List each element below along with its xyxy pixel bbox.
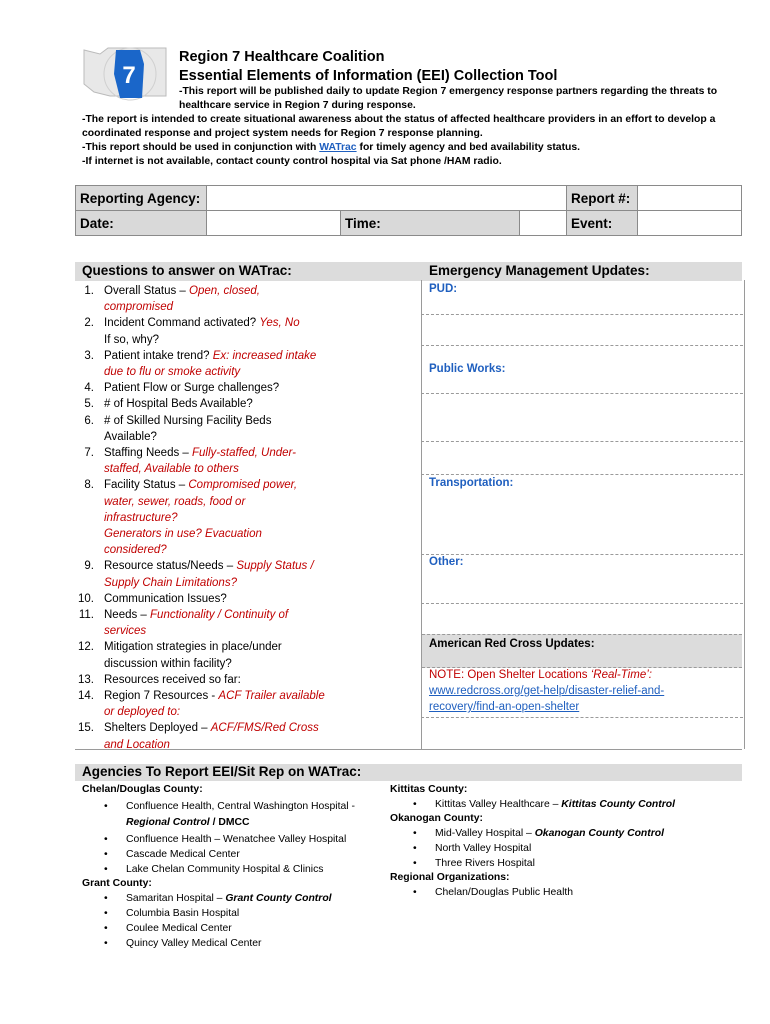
em-row-divider	[421, 603, 743, 604]
question-text	[104, 623, 324, 639]
question-text	[104, 607, 324, 623]
question-options: Open, closed,	[189, 285, 260, 297]
question-line	[0, 364, 420, 380]
question-options: ACF Trailer available	[218, 690, 325, 702]
question-text	[104, 332, 324, 348]
logo-ring-text	[0, 0, 1, 1]
question-line	[0, 737, 420, 753]
date-label: Date:	[76, 211, 207, 236]
question-line	[0, 348, 420, 364]
question-options: considered?	[104, 544, 167, 557]
question-line	[0, 542, 420, 558]
question-line	[0, 720, 420, 736]
agency-name: Confluence Health, Central Washington Hospital -	[126, 801, 355, 812]
question-number: 14.	[78, 690, 94, 702]
question-text	[104, 396, 324, 412]
question-number: 9.	[84, 560, 94, 573]
question-line	[0, 672, 420, 688]
question-options: infrastructure?	[104, 511, 178, 524]
question-line	[0, 558, 420, 574]
question-line	[0, 704, 420, 720]
shelter-note-realtime: ‘Real-Time’:	[590, 669, 652, 681]
agency-list-item	[126, 891, 332, 906]
reporting-agency-field[interactable]	[207, 186, 567, 211]
question-text	[104, 591, 324, 607]
question-options: staffed, Available to others	[104, 463, 239, 476]
em-row-divider	[421, 441, 743, 442]
question-prompt: Needs –	[104, 609, 151, 621]
question-text	[104, 494, 324, 510]
question-text	[104, 429, 324, 445]
question-text	[104, 737, 324, 753]
red-cross-link-1[interactable]: www.redcross.org/get-help/disaster-relief-and-	[429, 685, 665, 697]
intro-line-2: healthcare service in Region 7 during response.	[179, 100, 416, 111]
question-prompt: # of Skilled Nursing Facility Beds	[104, 414, 272, 427]
question-text	[104, 348, 324, 364]
em-row-divider	[421, 345, 743, 346]
okanogan-county-label: Okanogan County:	[390, 813, 483, 824]
question-line	[0, 623, 420, 639]
question-line	[0, 591, 420, 607]
intro-line-6: -If internet is not available, contact county control hospital via Sat phone /HAM radio.	[82, 156, 502, 167]
event-field[interactable]	[638, 211, 742, 236]
question-prompt: Communication Issues?	[104, 592, 227, 605]
agency-role-dmcc: DMCC	[218, 817, 250, 828]
question-text	[104, 639, 324, 655]
question-prompt: discussion within facility?	[104, 657, 232, 670]
grant-county-label: Grant County:	[82, 878, 152, 889]
question-options: Supply Status /	[236, 560, 314, 573]
question-prompt: Staffing Needs –	[104, 447, 193, 459]
question-line	[0, 461, 420, 477]
question-line	[0, 477, 420, 493]
regional-organizations-label: Regional Organizations:	[390, 872, 510, 883]
question-line	[0, 413, 420, 429]
question-prompt: Mitigation strategies in place/under	[104, 641, 282, 654]
report-number-field[interactable]	[638, 186, 742, 211]
agency-role: Grant County Control	[225, 893, 332, 904]
question-number: 5.	[84, 398, 94, 411]
agency-list-item: • Coulee Medical Center	[126, 921, 232, 936]
red-cross-link-2[interactable]: recovery/find-an-open-shelter	[429, 701, 580, 713]
question-prompt: Incident Command activated?	[104, 317, 260, 330]
question-number: 2.	[84, 317, 94, 330]
question-text	[104, 704, 324, 720]
agency-list-item: • North Valley Hospital	[435, 841, 531, 856]
question-options: Fully-staffed, Under-	[192, 447, 296, 459]
question-line	[0, 526, 420, 542]
question-options: services	[104, 625, 147, 638]
em-updates-heading: Emergency Management Updates:	[429, 263, 650, 278]
agency-list-item: • Cascade Medical Center	[126, 847, 240, 862]
question-line	[0, 396, 420, 412]
other-label: Other:	[429, 556, 464, 568]
agency-list-item: • Three Rivers Hospital	[435, 856, 535, 871]
question-line	[0, 494, 420, 510]
question-number: 12.	[78, 641, 94, 654]
agency-list-item	[435, 797, 675, 812]
public-works-label: Public Works:	[429, 363, 506, 375]
question-options: due to flu or smoke activity	[104, 366, 241, 378]
shelter-note-text: NOTE: Open Shelter Locations	[429, 669, 591, 681]
question-line	[0, 656, 420, 672]
question-number: 1.	[84, 285, 94, 297]
question-number: 4.	[84, 382, 94, 395]
question-line	[0, 332, 420, 348]
question-text	[104, 688, 324, 704]
question-text	[104, 380, 324, 396]
question-text	[104, 510, 324, 526]
question-line	[0, 688, 420, 704]
question-text	[104, 315, 324, 331]
chelan-douglas-county-label: Chelan/Douglas County:	[82, 784, 203, 795]
question-text	[104, 526, 324, 542]
reporting-agency-label: Reporting Agency:	[76, 186, 207, 211]
agency-list-item-continued	[126, 815, 250, 830]
question-text	[104, 364, 324, 380]
agency-list-item: • Quincy Valley Medical Center	[126, 936, 262, 951]
question-line	[0, 575, 420, 591]
question-number: 6.	[84, 414, 94, 427]
question-text	[104, 299, 324, 315]
question-number: 13.	[78, 673, 94, 686]
shelter-note	[429, 669, 652, 681]
question-text	[104, 672, 324, 688]
intro-line-3: -The report is intended to create situational awareness about the status of affected healthcare providers in an effort to develop a	[82, 114, 716, 125]
logo-number: 7	[122, 62, 136, 89]
question-options: ACF/FMS/Red Cross	[210, 722, 319, 735]
report-number-label: Report #:	[567, 186, 638, 211]
em-row-divider	[421, 717, 743, 718]
question-prompt: Resources received so far:	[104, 673, 241, 686]
question-prompt: # of Hospital Beds Available?	[104, 398, 253, 411]
agency-list-item: • Confluence Health – Wenatchee Valley Hospital	[126, 832, 346, 847]
question-line	[0, 283, 420, 299]
agency-list-item: • Chelan/Douglas Public Health	[435, 885, 573, 900]
question-options: Compromised power,	[188, 479, 298, 492]
watrac-link[interactable]: WATrac	[319, 142, 357, 153]
question-options: Supply Chain Limitations?	[104, 576, 237, 589]
em-row-divider	[421, 554, 743, 555]
question-prompt: Shelters Deployed –	[104, 722, 211, 735]
question-options: water, sewer, roads, food or	[104, 495, 246, 508]
agency-list-item	[435, 826, 664, 841]
question-text	[104, 575, 324, 591]
intro-line-5	[82, 141, 580, 156]
question-text	[104, 445, 324, 461]
question-text	[104, 283, 324, 299]
question-number: 15.	[78, 722, 94, 735]
question-number: 7.	[84, 447, 94, 459]
question-line	[0, 445, 420, 461]
question-prompt: Overall Status –	[104, 285, 190, 297]
red-cross-label: American Red Cross Updates:	[429, 638, 595, 650]
question-text	[104, 542, 324, 558]
question-options: and Location	[104, 738, 170, 751]
question-line	[0, 380, 420, 396]
question-prompt: If so, why?	[104, 333, 159, 346]
question-number: 11.	[78, 609, 94, 621]
question-line	[0, 510, 420, 526]
question-line	[0, 639, 420, 655]
agency-role: Regional Control	[126, 817, 210, 828]
pud-label: PUD:	[429, 283, 458, 295]
agencies-heading: Agencies To Report EEI/Sit Rep on WATrac:	[82, 764, 362, 779]
date-field[interactable]	[207, 211, 341, 236]
question-prompt: Facility Status –	[104, 479, 189, 492]
intro-line-5-pre: -This report should be used in conjunction with	[82, 142, 320, 153]
agency-role: Okanogan County Control	[534, 828, 665, 839]
em-row-divider	[421, 393, 743, 394]
question-line	[0, 315, 420, 331]
em-row-divider	[421, 474, 743, 475]
question-options: Ex: increased intake	[212, 349, 317, 362]
kittitas-county-label: Kittitas County:	[390, 784, 468, 795]
question-text	[104, 720, 324, 736]
page-title: Region 7 Healthcare Coalition	[179, 49, 385, 65]
event-label: Event:	[567, 211, 638, 236]
question-options: or deployed to:	[104, 706, 181, 719]
agency-list-item	[126, 799, 355, 814]
agency-separator: /	[209, 817, 219, 828]
question-prompt: Region 7 Resources -	[104, 690, 219, 702]
question-text	[104, 413, 324, 429]
question-options: compromised	[104, 301, 174, 314]
time-field[interactable]	[520, 211, 567, 236]
agency-name: Mid-Valley Hospital –	[435, 828, 535, 839]
question-line	[0, 299, 420, 315]
transportation-label: Transportation:	[429, 477, 514, 489]
question-prompt: Resource status/Needs –	[104, 560, 237, 573]
agency-list-item: • Columbia Basin Hospital	[126, 906, 239, 921]
washington-map-icon	[80, 44, 170, 104]
question-prompt: Available?	[104, 430, 157, 443]
question-text	[104, 477, 324, 493]
intro-line-1: -This report will be published daily to update Region 7 emergency response partners regarding the threats to	[179, 86, 718, 97]
question-prompt: Patient intake trend?	[104, 349, 213, 362]
question-number: 3.	[84, 349, 94, 362]
coalition-logo	[80, 44, 170, 104]
question-text	[104, 656, 324, 672]
intro-line-5-post: for timely agency and bed availability status.	[356, 142, 581, 153]
question-options: Functionality / Continuity of	[150, 609, 289, 621]
agency-list-item: • Lake Chelan Community Hospital & Clinics	[126, 862, 324, 877]
intro-line-4: coordinated response and project system needs for Region 7 response planning.	[82, 128, 483, 139]
em-row-divider	[421, 314, 743, 315]
questions-heading: Questions to answer on WATrac:	[82, 263, 292, 278]
agency-role: Kittitas County Control	[561, 799, 676, 810]
question-prompt: Patient Flow or Surge challenges?	[104, 382, 280, 395]
question-number: 8.	[84, 479, 94, 492]
question-options: Generators in use? Evacuation	[104, 528, 262, 540]
question-text	[104, 558, 324, 574]
question-line	[0, 607, 420, 623]
questions-list	[0, 281, 420, 749]
agency-name: Samaritan Hospital –	[126, 893, 226, 904]
report-header-form	[75, 185, 742, 236]
question-line	[0, 429, 420, 445]
question-text	[104, 461, 324, 477]
time-label: Time:	[341, 211, 520, 236]
page-subtitle: Essential Elements of Information (EEI) Collection Tool	[179, 68, 558, 84]
question-options: Yes, No	[259, 317, 300, 330]
question-number: 10.	[78, 592, 94, 605]
agency-name: Kittitas Valley Healthcare –	[435, 799, 562, 810]
